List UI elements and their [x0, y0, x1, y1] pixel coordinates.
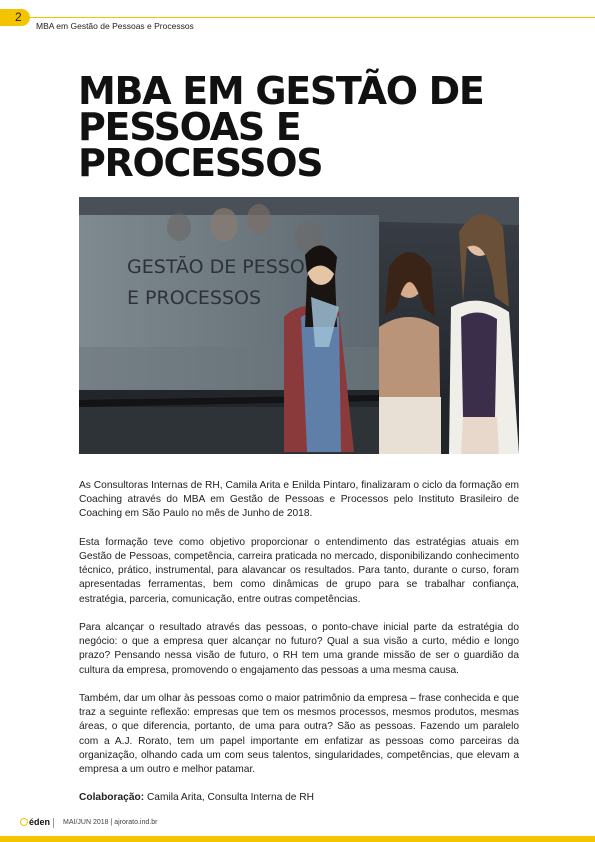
paragraph-2: Esta formação teve como objetivo proporcionar o entendimento das estratégias atuais em Gestão de Pessoas, competência, carreira praticada no mercado, disponibilizando conhecimento técnico, prático, instrumental, para alavancar os resultados. Para tanto, durante o curso, foram apresentadas ferramentas, bem como dinâmicas de grupo para se trabalhar confiança, estratégia, parceria, comunicação, entre outras competências. — [79, 536, 519, 605]
page-header — [0, 0, 595, 31]
page-number: 2 — [15, 10, 22, 24]
footer-brand-text: éden — [29, 817, 51, 827]
footer-issue-info: MAI/JUN 2018 | ajrorato.ind.br — [63, 819, 158, 826]
footer-rule — [0, 836, 595, 842]
article-photo — [79, 197, 519, 454]
footer-brand — [20, 817, 50, 827]
paragraph-1: As Consultoras Internas de RH, Camila Arita e Enilda Pintaro, finalizaram o ciclo da formação em Coaching através do MBA em Gestão de Pessoas e Processos pelo Instituto Brasileiro de Coaching em São Paulo no mês de Junho de 2018. — [79, 480, 519, 520]
paragraph-3: Para alcançar o resultado através das pessoas, o ponto-chave inicial parte da estratégia do negócio: o que a empresa quer alcançar no futuro? Qual a sua visão a curto, médio e longo prazo? Pensando nessa visão de futuro, o RH tem uma grande missão de ser o guardião da cultura da empresa, promovendo o engajamento das pessoas a uma mesma causa. — [79, 622, 519, 676]
header-rule — [30, 17, 595, 18]
paragraph-4: Também, dar um olhar às pessoas como o maior patrimônio da empresa – frase conhecida e que traz a seguinte reflexão: empresas que tem os mesmos processos, mesmos produtos, mesmas áreas, o que diferencia, portanto, de uma para outra? São as pessoas. Fazendo um paralelo com a A.J. Rorato, tem um papel importante em enfatizar as pessoas como parceiras da organização, olhando cada um com seus talentos, singularidades, competências, que elevam a empresa a um outro e melhor patamar. — [79, 693, 519, 776]
brand-logo-icon — [20, 818, 28, 826]
footer-separator — [53, 818, 54, 828]
collaboration-label: Colaboração: — [79, 792, 145, 804]
running-header-title: MBA em Gestão de Pessoas e Processos — [36, 21, 194, 31]
article-body — [79, 479, 519, 806]
collaboration-text: Camila Arita, Consulta Interna de RH — [146, 792, 314, 804]
screen-text-line1: GESTÃO DE PESSO — [127, 256, 305, 278]
article-title: MBA EM GESTÃO DE PESSOAS E PROCESSOS — [78, 69, 484, 185]
collaboration-credit — [79, 791, 519, 805]
screen-text-line2: E PROCESSOS — [127, 287, 262, 309]
